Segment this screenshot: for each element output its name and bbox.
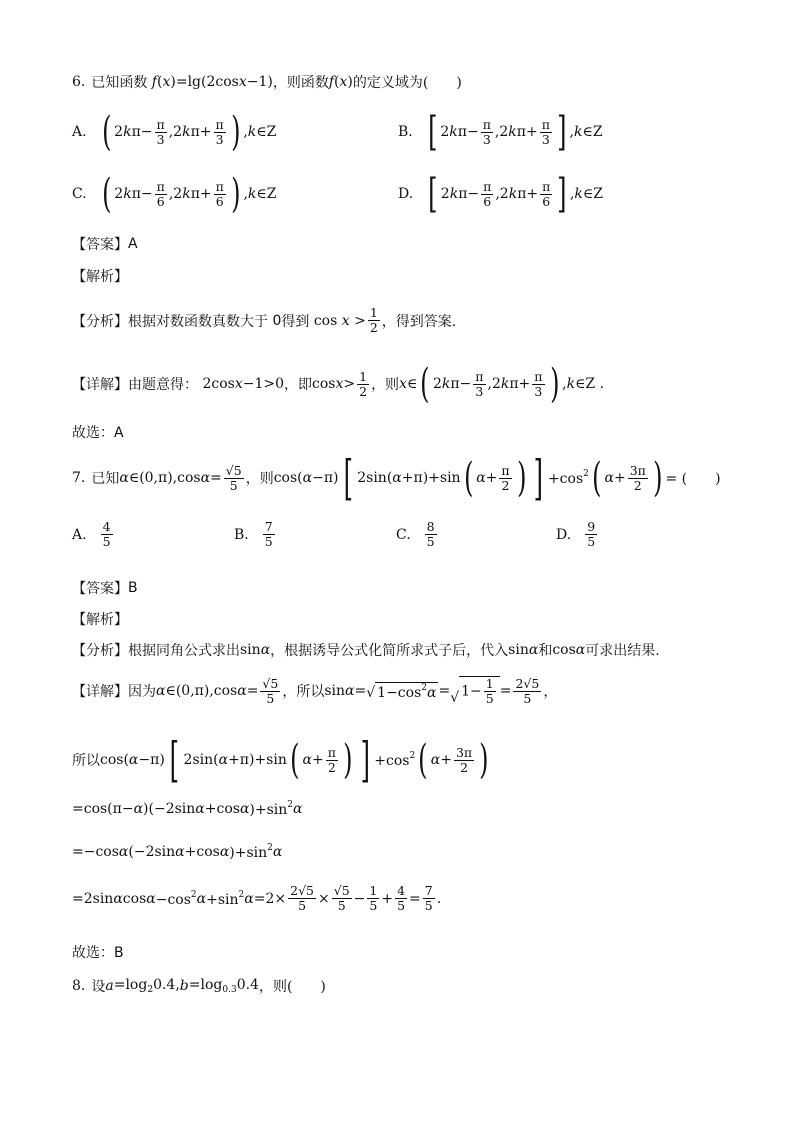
q8-stem: 8. 设 a $=\log_20.4$, b $=\log_{0.3}0.4$ ，则( )	[72, 977, 326, 995]
q7-option-c[interactable]: C. $\frac{8}{5}$	[396, 519, 435, 549]
q7-xiangjie: 【详解】 因为 α ∈(0,π),cos α = $\frac{√5}{5}$ ，所以 sin α = √ $1-\cos^2\alpha$ = √ 1− $\frac{1}{5}$ = $\frac{2√5}{5}$ ，	[72, 675, 558, 706]
q6-number: 6.	[72, 74, 86, 90]
q7-option-b[interactable]: B. $\frac{7}{5}$	[234, 519, 273, 549]
q7-option-d[interactable]: D. $\frac{9}{5}$	[556, 519, 596, 549]
q7-option-a[interactable]: A. $\frac{4}{5}$	[72, 519, 111, 549]
q7-option-b-value: $\frac{7}{5}$	[264, 519, 273, 549]
q6-option-c[interactable]: C. ( 2 k π− $\frac{\pi}{6}$ ,2 k π+ $\frac{\pi}{6}$ ) , k ∈Z	[72, 171, 277, 217]
q7-number: 7.	[72, 470, 86, 486]
q7-option-d-value: $\frac{9}{5}$	[587, 519, 596, 549]
q6-fenxi: 【分析】 根据对数函数真数大于 0 得到 cos x > $\frac{1}{2}$ ，得到答案.	[72, 305, 457, 335]
q7-derivation-line-4: =2sin α cos α $-\cos^2$ α $+\sin^2$ α =2× $\frac{2√5}{5}$ × $\frac{√5}{5}$ − $\frac{1}{5}$ + $\frac{4}{5}$ = $\frac{7}{5}$ .	[72, 883, 442, 913]
q6-stem: 6. 已知函数 f ( x )=lg(2cos x −1) ，则函数 f ( x ) 的定义域为 ( )	[72, 74, 462, 91]
q8-number: 8.	[72, 978, 86, 994]
q6-option-d[interactable]: D. [ 2 k π− $\frac{\pi}{6}$ ,2 k π+ $\frac{\pi}{6}$ ] , k ∈Z	[398, 171, 603, 217]
q7-fenxi: 【分析】 根据同角公式求出 sin α ，根据诱导公式化简所求式子后，代入 sin α 和 cos α 可求出结果.	[72, 642, 660, 659]
q7-option-a-value: $\frac{4}{5}$	[102, 519, 111, 549]
q7-analysis-label: 【解析】	[72, 612, 128, 628]
q7-option-c-value: $\frac{8}{5}$	[426, 519, 435, 549]
q7-derivation-line-2: =cos(π− α )(−2sin α +cos α )$+\sin^2$ α	[72, 800, 303, 818]
q6-answer: 【答案】 A	[72, 236, 138, 253]
q6-option-b[interactable]: B. [ 2 k π− $\frac{\pi}{3}$ ,2 k π+ $\frac{\pi}{3}$ ] , k ∈Z	[398, 109, 603, 155]
q7-stem: 7. 已知 α ∈(0,π),cos α = $\frac{√5}{5}$ ，则 cos( α −π) [ 2sin( α +π)+sin ( α + $\frac{\pi}{2}$ ) ] $+\cos^2$ ( α + $\frac{3\pi}{2}$ ) = ( )	[72, 450, 721, 506]
q7-choose: 故选：B	[72, 945, 124, 961]
q7-derivation-line-1: 所以 cos( α −π) [ 2sin( α +π)+sin ( α + $\frac{\pi}{2}$ ) ] $+\cos^2$ ( α + $\frac{3\pi}{2}$ )	[72, 732, 489, 788]
q6-xiangjie: 【详解】 由题意得： 2cos x −1>0 ，即 cos x > $\frac{1}{2}$ ，则 x ∈ ( 2 k π− $\frac{\pi}{3}$ ,2 k π+ $\frac{\pi}{3}$ ) , k ∈Z .	[72, 361, 605, 407]
q7-derivation-line-3: =−cos α (−2sin α +cos α )$+\sin^2$ α	[72, 843, 283, 861]
q7-answer: 【答案】 B	[72, 580, 138, 597]
q6-choose: 故选：A	[72, 425, 124, 441]
q6-option-a[interactable]: A. ( 2 k π− $\frac{\pi}{3}$ ,2 k π+ $\frac{\pi}{3}$ ) , k ∈Z	[72, 109, 277, 155]
q6-analysis-label: 【解析】	[72, 269, 128, 285]
